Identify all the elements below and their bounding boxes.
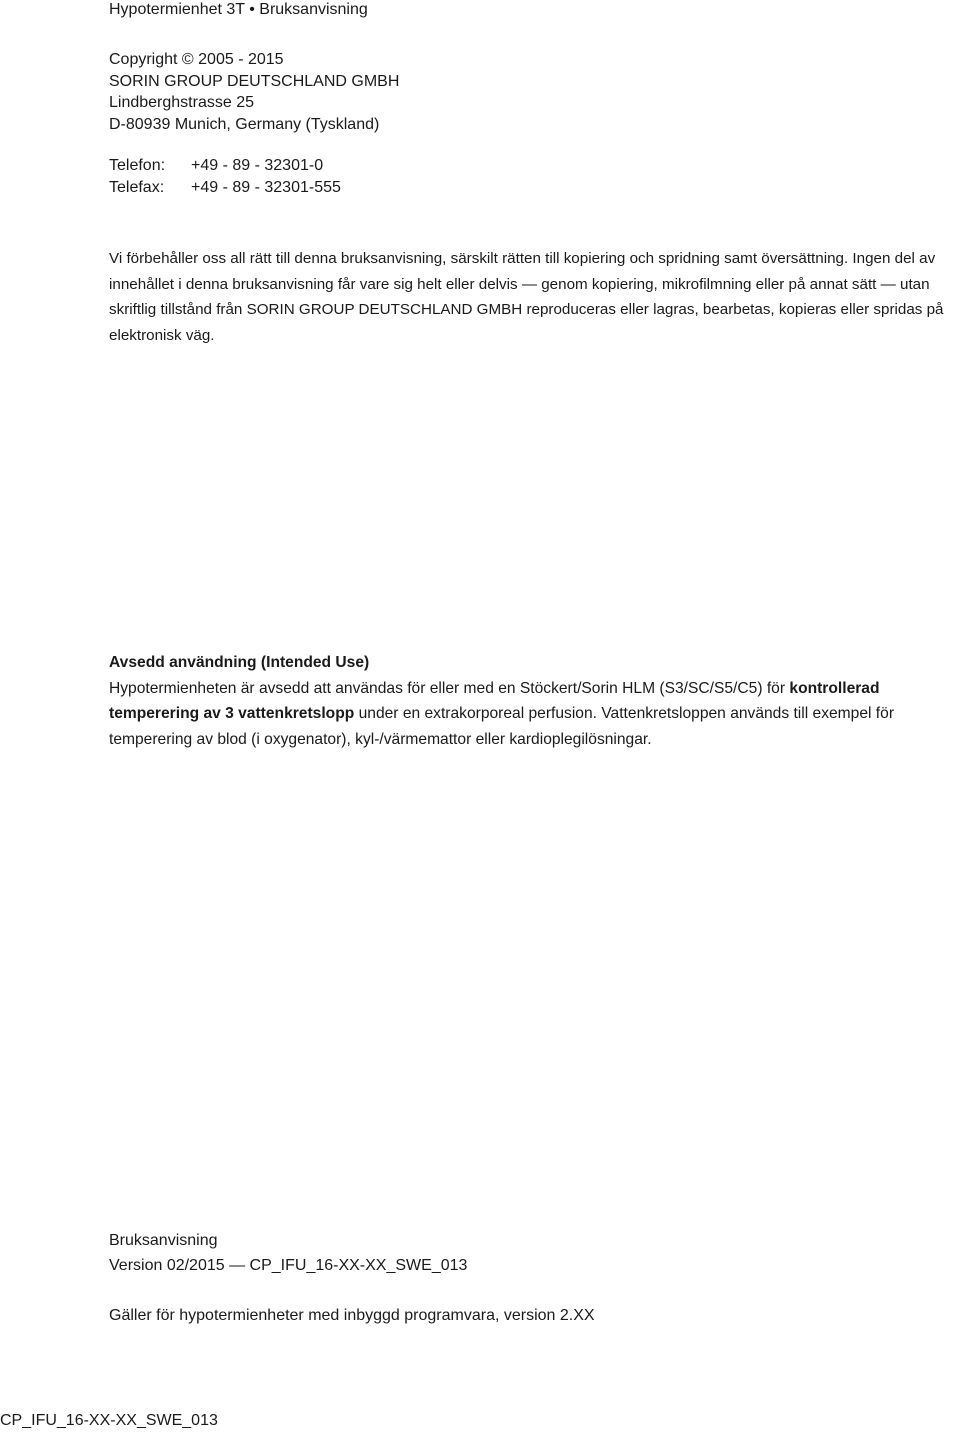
ifu-info <box>109 1230 595 1326</box>
intended-use-text-start: Hypotermienheten är avsedd att användas för eller med en Stöckert/Sorin HLM (S3/SC/S5/C5) för <box>109 679 790 697</box>
street-address: Lindberghstrasse 25 <box>109 94 254 111</box>
fax-value: +49 - 89 - 32301-555 <box>191 178 341 196</box>
intended-use-text <box>109 676 951 753</box>
phone-value: +49 - 89 - 32301-0 <box>191 157 324 174</box>
city-address: D-80939 Munich, Germany (Tyskland) <box>109 115 380 133</box>
phone-label: Telefon: <box>109 157 166 174</box>
document-code-footer: CP_IFU_16-XX-XX_SWE_013 <box>0 1412 218 1429</box>
page-header: Hypotermienhet 3T • Bruksanvisning <box>109 1 368 18</box>
rights-text: Vi förbehåller oss all rätt till denna bruksanvisning, särskilt rätten till kopiering och spridning samt översättning. Ingen del av innehållet i denna bruksanvisning får vare sig helt eller delvis — genom kopiering, mikrofilmning eller på annat sätt — utan skriftlig tillstånd från SORIN GROUP DEUTSCHLAND GMBH reproduceras eller lagras, bearbetas, kopieras eller spridas på elektronisk väg. <box>109 250 944 344</box>
ifu-title: Bruksanvisning <box>109 1232 218 1249</box>
ifu-version: Version 02/2015 — CP_IFU_16-XX-XX_SWE_013 <box>109 1257 468 1274</box>
contact-info <box>109 155 341 198</box>
copyright-line: Copyright © 2005 - 2015 <box>109 51 284 68</box>
company-name: SORIN GROUP DEUTSCHLAND GMBH <box>109 72 400 90</box>
rights-notice <box>109 246 951 348</box>
phone-row <box>109 155 341 177</box>
fax-label: Telefax: <box>109 178 165 196</box>
intended-use-text-end: under en extrakorporeal perfusion. Vattenkretsloppen används till exempel för temperering av blod (i oxygenator), kyl-/värmemattor eller kardioplegilösningar. <box>109 705 895 748</box>
intended-use-text-bold: kontrollerad temperering av 3 vattenkretslopp <box>109 679 880 723</box>
intended-use-heading: Avsedd användning (Intended Use) <box>109 654 370 671</box>
fax-row <box>109 177 341 199</box>
ifu-software-version: Gäller för hypotermienheter med inbyggd programvara, version 2.XX <box>109 1307 595 1324</box>
manufacturer-address <box>109 49 399 135</box>
intended-use-section <box>109 650 951 752</box>
